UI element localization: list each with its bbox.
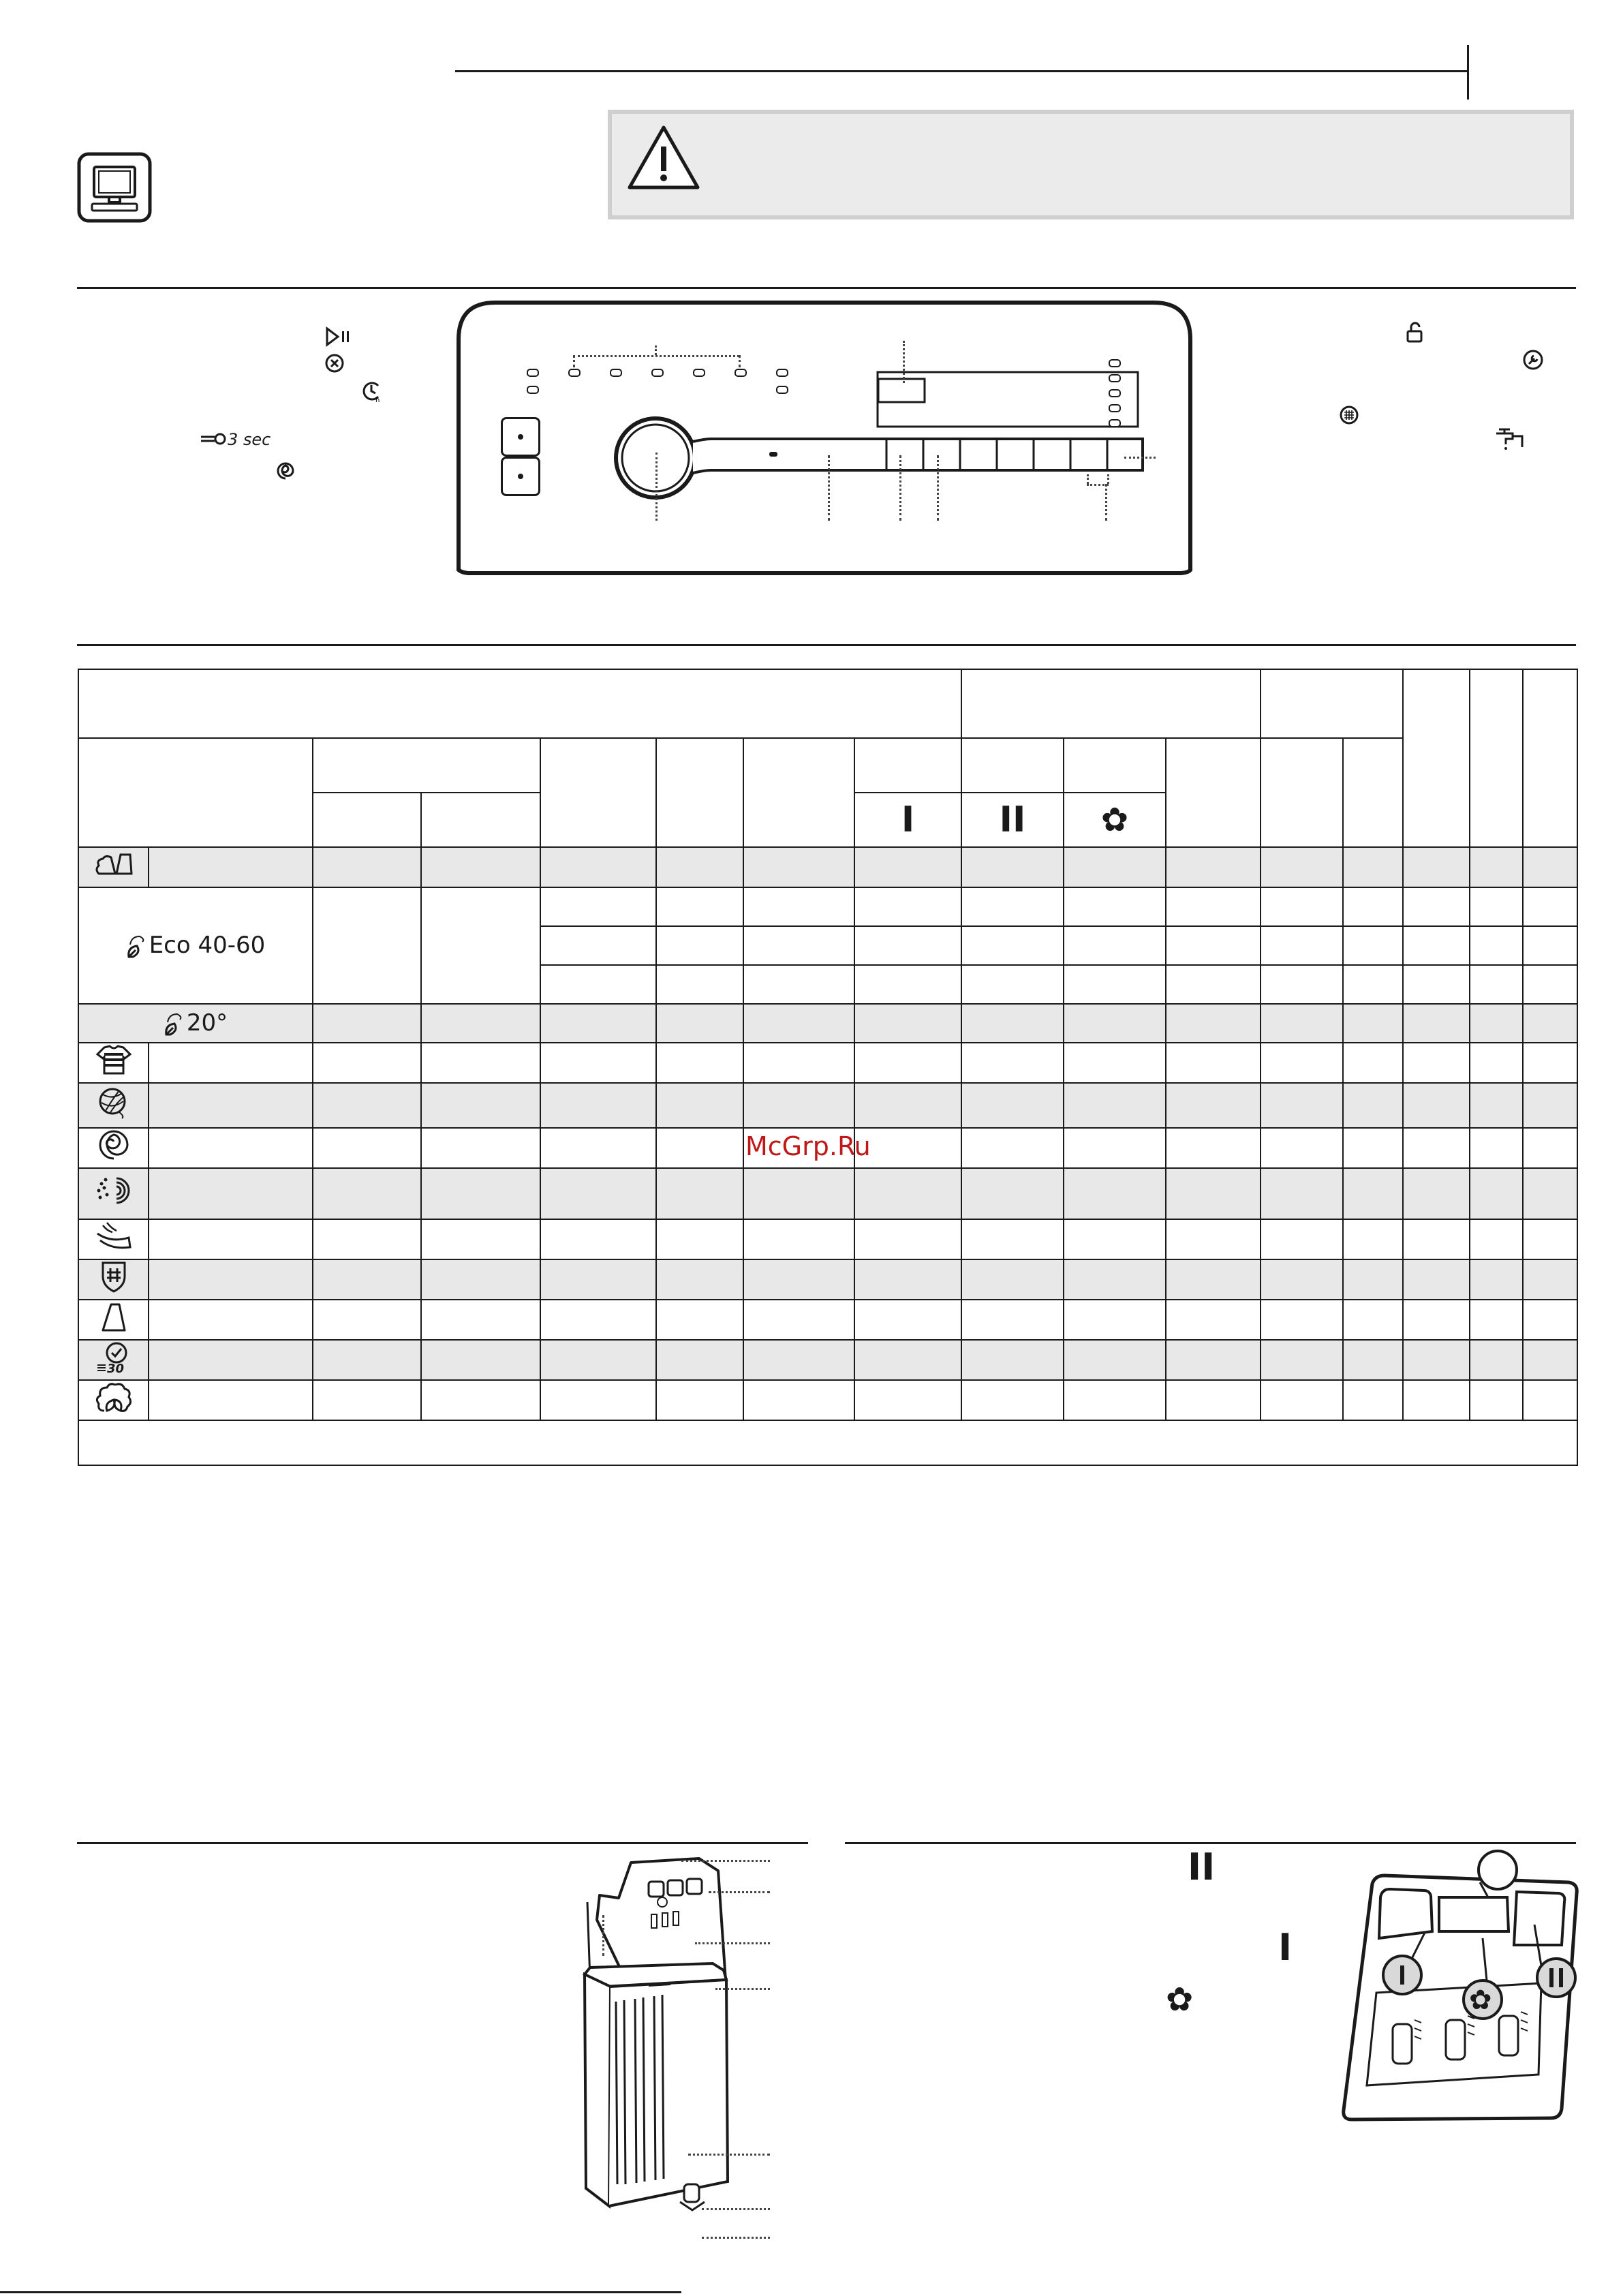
program-icon-cell	[78, 1219, 149, 1259]
program-label-eco-40-60: Eco 40-60	[149, 931, 266, 959]
delicates-icon	[92, 1220, 136, 1253]
table-header-cell	[656, 738, 743, 847]
monitor-icon	[77, 152, 152, 223]
callout-line	[739, 355, 741, 367]
callout-line	[655, 346, 657, 355]
compartment-2-header	[961, 793, 1064, 847]
table-header-cell	[1261, 738, 1343, 847]
mixed-icon	[92, 1381, 136, 1413]
table-header-cell	[961, 738, 1064, 793]
program-icon-cell	[78, 1168, 149, 1219]
panel-button-top	[501, 417, 540, 457]
program-icon-cell	[78, 1300, 149, 1340]
table-header-cell	[1403, 669, 1470, 847]
callout-line	[937, 455, 939, 521]
top-rule-tick	[1467, 45, 1469, 100]
control-panel-diagram	[453, 299, 1196, 575]
program-label-20: 20°	[186, 1009, 228, 1037]
program-icon-cell	[78, 1259, 149, 1300]
washing-machine-diagram	[576, 1857, 781, 2246]
softener-drawer-symbol: ✿	[1469, 1985, 1492, 2016]
table-row	[78, 1083, 1577, 1128]
compartment-2-legend: II	[1188, 1846, 1216, 1888]
led	[568, 369, 581, 377]
hygiene-shield-icon	[92, 1260, 136, 1293]
callout-line	[1087, 474, 1089, 484]
program-icon-cell	[78, 1083, 149, 1128]
delay-start-icon	[359, 379, 384, 403]
softener-symbol: ✿	[1100, 801, 1129, 839]
program-icon-cell	[78, 1043, 149, 1083]
rinse-spin-icon	[92, 1174, 136, 1207]
table-header-cell	[1064, 738, 1166, 793]
callout-line	[702, 2208, 770, 2210]
table-header-cell	[313, 738, 540, 793]
callout-line	[602, 1915, 604, 1956]
table-header-cell	[1261, 669, 1403, 738]
led	[527, 386, 539, 394]
callout-line	[1105, 484, 1107, 521]
table-row	[78, 847, 1577, 887]
led	[1109, 359, 1121, 367]
table-row	[78, 1300, 1577, 1340]
callout-line	[709, 1891, 770, 1893]
callout-line	[1124, 457, 1156, 459]
callout-line	[573, 355, 575, 367]
led	[1109, 389, 1121, 397]
led	[1109, 419, 1121, 427]
callout-line	[899, 455, 901, 521]
callout-line	[573, 355, 739, 357]
callout-line	[702, 2237, 770, 2239]
key-lock-icon	[200, 432, 227, 446]
table-header-cell	[1470, 669, 1523, 847]
table-row	[78, 1004, 1577, 1043]
led	[735, 369, 747, 377]
softener-header	[1064, 793, 1166, 847]
compartment-1-legend: I	[1278, 1926, 1293, 1969]
table-header-cell	[1166, 738, 1261, 847]
section-rule-machine	[77, 1842, 808, 1844]
program-icon-cell	[78, 847, 149, 887]
program-name-cell	[78, 887, 313, 1004]
table-row	[78, 1340, 1577, 1380]
table-header-cell	[854, 738, 961, 793]
key-lock-duration: 3 sec	[228, 430, 271, 449]
bottom-rule	[0, 2291, 681, 2293]
svg-text:h: h	[375, 397, 380, 403]
synthetics-icon	[92, 1300, 136, 1333]
program-name-cell	[149, 847, 313, 887]
table-header-cell	[961, 669, 1261, 738]
led	[527, 369, 539, 377]
callout-line	[1107, 474, 1109, 484]
warning-box	[608, 110, 1574, 219]
led	[776, 386, 788, 394]
cancel-icon	[324, 353, 345, 373]
program-name-cell	[78, 1004, 313, 1043]
panel-button-bottom	[501, 457, 540, 496]
wool-icon	[92, 1086, 136, 1119]
compartment-2-symbol: II	[999, 799, 1026, 840]
program-icon-cell	[78, 1380, 149, 1420]
table-row	[78, 1259, 1577, 1300]
service-icon	[1522, 349, 1544, 371]
led	[693, 369, 705, 377]
led	[776, 369, 788, 377]
table-header-cell	[421, 793, 540, 847]
detergent-drawer-diagram	[1337, 1850, 1583, 2126]
spin-icon	[92, 1129, 136, 1161]
program-icon-cell	[78, 1128, 149, 1168]
table-header-cell	[743, 738, 854, 847]
compartment-1-header	[854, 793, 961, 847]
led	[610, 369, 622, 377]
water-tap-icon	[1492, 424, 1525, 451]
start-pause-icon	[324, 326, 352, 347]
quick-30-icon	[92, 1341, 136, 1373]
door-unlock-icon	[1406, 322, 1423, 343]
programme-table	[78, 669, 1578, 1466]
callout-line	[681, 1860, 770, 1862]
cotton-icon	[92, 848, 136, 881]
softener-legend: ✿	[1166, 1980, 1194, 2019]
section-rule-table	[77, 644, 1576, 646]
led	[1109, 404, 1121, 412]
eco-leaf-icon	[126, 932, 149, 960]
table-row	[78, 887, 1577, 926]
led	[1109, 374, 1121, 382]
table-header-cell	[540, 738, 656, 847]
watermark: McGrp.Ru	[745, 1131, 871, 1161]
spin-icon	[275, 461, 296, 481]
callout-line	[903, 341, 905, 383]
table-header-cell	[78, 738, 313, 847]
program-icon-cell	[78, 1340, 149, 1380]
callout-line	[828, 455, 830, 521]
table-row	[78, 1168, 1577, 1219]
grid-icon	[1339, 405, 1359, 425]
section-rule-drawer	[845, 1842, 1576, 1844]
led	[651, 369, 664, 377]
callout-line	[715, 1988, 770, 1990]
table-header-cell	[78, 669, 961, 738]
section-rule-panel	[77, 287, 1576, 289]
shirt-icon	[92, 1043, 136, 1076]
callout-line	[688, 2154, 770, 2156]
compartment-1-symbol: I	[901, 799, 915, 840]
eco-leaf-icon	[164, 1010, 187, 1037]
table-footer-row	[78, 1420, 1577, 1465]
table-header-cell	[1523, 669, 1577, 847]
warning-triangle-icon	[625, 123, 702, 192]
quick-30-text: 30	[106, 1362, 124, 1373]
table-header-cell	[313, 793, 421, 847]
callout-line	[655, 453, 658, 521]
table-row	[78, 1380, 1577, 1420]
table-row	[78, 1219, 1577, 1259]
table-row	[78, 1043, 1577, 1083]
top-rule	[455, 70, 1469, 72]
callout-line	[695, 1942, 770, 1944]
